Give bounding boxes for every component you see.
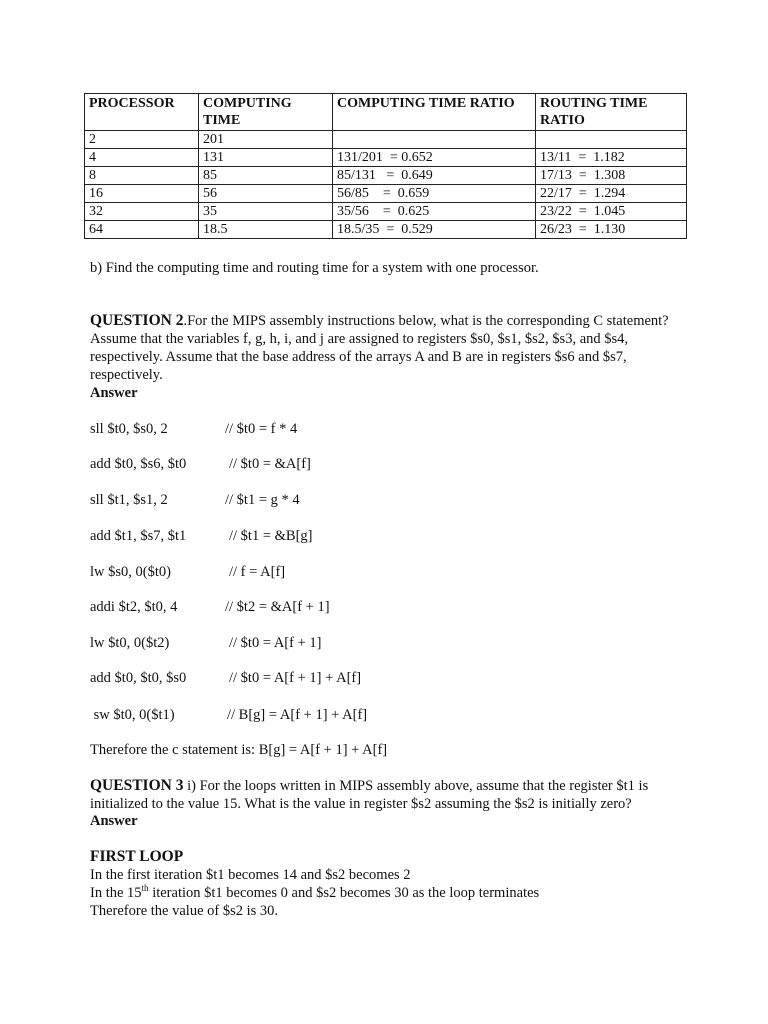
table-row (85, 149, 687, 167)
asm-comment: // $t2 = &A[f + 1] (225, 599, 330, 615)
table-cell (333, 131, 536, 149)
first-loop-line-2 (90, 884, 539, 902)
part-b-question: b) Find the computing time and routing time for a system with one processor. (90, 260, 539, 276)
col-header: ROUTING TIME RATIO (536, 94, 687, 131)
asm-instruction: addi $t2, $t0, 4 (90, 599, 178, 615)
table-cell: 32 (85, 203, 199, 221)
table-cell (536, 131, 687, 149)
table-row (85, 203, 687, 221)
asm-comment: // $t0 = A[f + 1] (229, 635, 322, 651)
asm-comment: // $t0 = f * 4 (225, 421, 298, 437)
question-2-label: QUESTION 2 (90, 312, 184, 329)
asm-comment: // $t0 = A[f + 1] + A[f] (229, 670, 362, 686)
table-cell: 4 (85, 149, 199, 167)
asm-instruction: add $t0, $t0, $s0 (90, 670, 187, 686)
first-loop-line-1: In the first iteration $t1 becomes 14 and $s2 becomes 2 (90, 867, 411, 883)
table-cell: 2 (85, 131, 199, 149)
table-cell: 56 (199, 185, 333, 203)
table-row (85, 167, 687, 185)
question-2-body: .For the MIPS assembly instructions below, what is the corresponding C statement? Assume that the variables f, g, h, i, and j are assigned to registers $s0, $s1, $s2, $s3, and $s4, respectively. Assume that the base address of the arrays A and B are in registers $s6 and $s7, respectively. (90, 313, 669, 383)
asm-instruction: add $t0, $s6, $t0 (90, 456, 187, 472)
asm-comment: // $t1 = g * 4 (225, 492, 300, 508)
table-cell: 18.5 (199, 221, 333, 239)
asm-comment: // f = A[f] (229, 564, 286, 580)
performance-table (84, 93, 687, 239)
line-2-end: iteration $t1 becomes 0 and $s2 becomes 30 as the loop terminates (148, 885, 540, 901)
table-cell: 131 (199, 149, 333, 167)
table-row (85, 131, 687, 149)
table-cell: 17/13 = 1.308 (536, 167, 687, 185)
table-row (85, 221, 687, 239)
table-cell: 35 (199, 203, 333, 221)
question-3-body: i) For the loops written in MIPS assembly above, assume that the register $t1 is initialized to the value 15. What is the value in register $s2 assuming the $s2 is initially zero? (90, 778, 649, 812)
asm-instruction: sll $t1, $s1, 2 (90, 492, 168, 508)
asm-instruction: lw $t0, 0($t2) (90, 635, 170, 651)
asm-instruction: add $t1, $s7, $t1 (90, 528, 187, 544)
table-header-row (85, 94, 687, 131)
asm-comment: // $t0 = &A[f] (229, 456, 311, 472)
col-header: PROCESSOR (85, 94, 199, 131)
asm-instruction: sw $t0, 0($t1) (90, 707, 175, 723)
table-cell: 85 (199, 167, 333, 185)
table-cell: 13/11 = 1.182 (536, 149, 687, 167)
table-cell: 18.5/35 = 0.529 (333, 221, 536, 239)
question-2-answer-label: Answer (90, 385, 138, 401)
question-3-answer-label: Answer (90, 813, 138, 829)
asm-instruction: sll $t0, $s0, 2 (90, 421, 168, 437)
line-2-start: In the 15 (90, 885, 142, 901)
col-header: COMPUTING TIME (199, 94, 333, 131)
table-cell: 131/201 = 0.652 (333, 149, 536, 167)
table-cell: 16 (85, 185, 199, 203)
first-loop-heading: FIRST LOOP (90, 848, 184, 865)
asm-instruction: lw $s0, 0($t0) (90, 564, 171, 580)
question-2-conclusion: Therefore the c statement is: B[g] = A[f + 1] + A[f] (90, 742, 388, 758)
col-header: COMPUTING TIME RATIO (333, 94, 536, 131)
question-3-text (90, 777, 682, 813)
table-cell: 26/23 = 1.130 (536, 221, 687, 239)
table-cell: 22/17 = 1.294 (536, 185, 687, 203)
table-cell: 23/22 = 1.045 (536, 203, 687, 221)
question-3-label: QUESTION 3 (90, 777, 184, 794)
ordinal-suffix: th (141, 883, 149, 894)
table-row (85, 185, 687, 203)
table-cell: 64 (85, 221, 199, 239)
asm-comment: // $t1 = &B[g] (229, 528, 313, 544)
asm-comment: // B[g] = A[f + 1] + A[f] (227, 707, 368, 723)
table-cell: 85/131 = 0.649 (333, 167, 536, 185)
table-cell: 8 (85, 167, 199, 185)
table-cell: 35/56 = 0.625 (333, 203, 536, 221)
table-cell: 56/85 = 0.659 (333, 185, 536, 203)
first-loop-line-3: Therefore the value of $s2 is 30. (90, 903, 279, 919)
table-cell: 201 (199, 131, 333, 149)
question-2-text (90, 312, 682, 384)
